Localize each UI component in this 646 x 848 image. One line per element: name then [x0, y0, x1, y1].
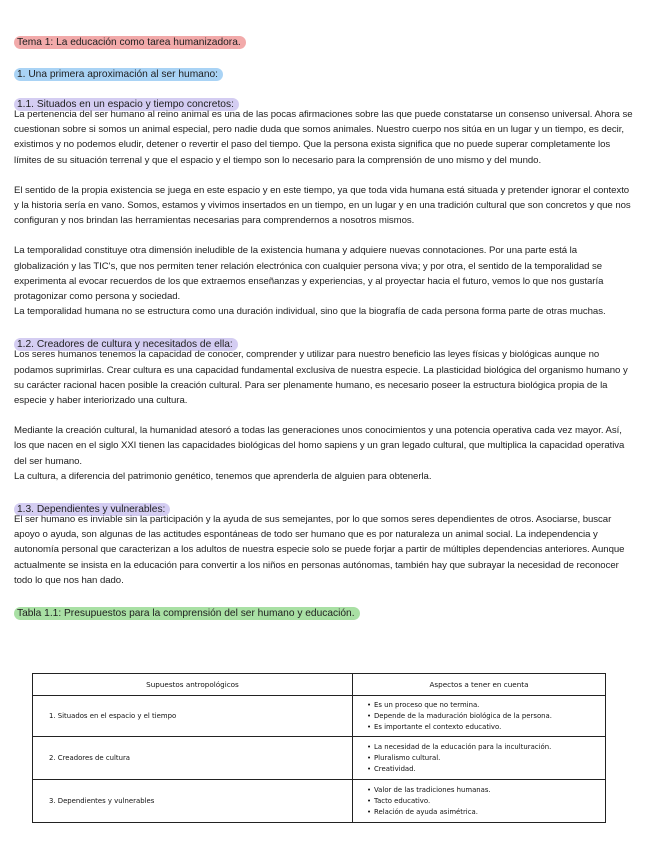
row-1-aspectos [353, 696, 606, 737]
table-header-row [33, 674, 606, 696]
list-item: • Relación de ayuda asimétrica. [367, 807, 601, 818]
section-1-1-paragraph-4: La temporalidad humana no se estructura como una duración individual, sino que la biografía de cada persona forma parte de otras muchas. [14, 306, 606, 318]
section-1-heading: 1. Una primera aproximación al ser humano: [14, 68, 223, 81]
section-1-2-paragraph-2: Mediante la creación cultural, la humanidad atesoró a todas las generaciones unos conocimientos y una potencia operativa cada vez mayor. Así, los que nacen en el siglo XXI tienen las capacidades biológicas del homo sapiens y un gran legado cultural, que multiplica la capacidad operativa del ser humano. [14, 425, 625, 467]
row-3-supuesto: 3. Dependientes y vulnerables [33, 780, 353, 823]
list-item: • Tacto educativo. [367, 796, 601, 807]
section-1-2-paragraph-3: La cultura, a diferencia del patrimonio genético, tenemos que aprenderla de alguien para obtenerla. [14, 470, 432, 482]
row-2-supuesto: 2. Creadores de cultura [33, 737, 353, 780]
list-item: • Pluralismo cultural. [367, 753, 601, 764]
section-1-3-heading: 1.3. Dependientes y vulnerables: [14, 503, 170, 516]
table-caption: Tabla 1.1: Presupuestos para la comprensión del ser humano y educación. [14, 607, 360, 620]
row-1-supuesto: 1. Situados en el espacio y el tiempo [33, 696, 353, 737]
section-1-1-paragraph-1: La pertenencia del ser humano al reino animal es una de las pocas afirmaciones sobre las que puede constatarse un consenso universal. Ahora se cuestionan sobre si somos un animal especial, pero nadie duda que somos animales. Nuestro cuerpo nos sitúa en un lugar y un tiempo, es decir, existimos y no podemos eludir, detener o revertir el paso del tiempo. Que la persona exista significa que no puede superar completamente los límites de su situación terrenal y que el espacio y el tiempo son lo necesario para la comprensión de uno mismo y del mundo. [14, 109, 633, 166]
row-3-aspectos [353, 780, 606, 823]
section-1-3-paragraph-1: El ser humano es inviable sin la participación y la ayuda de sus semejantes, por lo que somos seres dependientes de otros. Asociarse, buscar apoyo o ayuda, son algunas de las actitudes espontáneas de todo ser humano que es por naturaleza un animal social. La independencia y autonomía personal que caracterizan a los adultos de nuestra especie solo se puede forjar a partir de múltiples dependencias anteriores. Aunque actualmente se insista en la educación para convertir a los niños en personas autónomas, también hay que subrayar la necesidad de reconocer todo lo que nos han dado. [14, 514, 625, 586]
column-header-aspectos: Aspectos a tener en cuenta [353, 674, 606, 696]
section-1-2-paragraph-1: Los seres humanos tenemos la capacidad de conocer, comprender y utilizar para nuestro beneficio las leyes físicas y biológicas aunque no podamos suprimirlas. Crear cultura es una capacidad fundamental exclusiva de nuestra especie. La plasticidad biológica del organismo humano y su carácter racional hacen posible la creación cultural. Para ser plenamente humano, es necesario poseer la estructura biológica propia de la especie y haber interiorizado una cultura. [14, 349, 628, 407]
list-item: • Creatividad. [367, 764, 601, 775]
section-1-1-paragraph-3: La temporalidad constituye otra dimensión ineludible de la existencia humana y adquiere nuevas connotaciones. Por una parte está la globalización y las TIC's, que nos permiten tener relación electrónica con cualquier persona viva; y por otra, el sentido de la temporalidad se experimenta al evocar recuerdos de los que extraemos enseñanzas y experiencias, y al proyectar hacia el futuro, vemos lo que nos gustaría protagonizar como persona y sociedad. [14, 245, 604, 303]
table-row [33, 696, 606, 737]
section-1-2-heading: 1.2. Creadores de cultura y necesitados de ella: [14, 338, 238, 351]
list-item: • Depende de la maduración biológica de la persona. [367, 711, 601, 722]
list-item: • Es importante el contexto educativo. [367, 722, 601, 733]
row-2-aspectos [353, 737, 606, 780]
list-item: • Es un proceso que no termina. [367, 700, 601, 711]
column-header-supuestos: Supuestos antropológicos [33, 674, 353, 696]
section-1-1-heading: 1.1. Situados en un espacio y tiempo concretos: [14, 98, 239, 111]
list-item: • La necesidad de la educación para la inculturación. [367, 742, 601, 753]
presupuestos-table [32, 673, 606, 823]
document-page [14, 32, 634, 620]
tema-heading: Tema 1: La educación como tarea humanizadora. [14, 36, 246, 49]
list-item: • Valor de las tradiciones humanas. [367, 785, 601, 796]
table-row [33, 737, 606, 780]
table-row [33, 780, 606, 823]
section-1-1-paragraph-2: El sentido de la propia existencia se juega en este espacio y en este tiempo, ya que toda vida humana está situada y pretender ignorar el contexto y la historia sería en vano. Somos, estamos y vivimos insertados en un tiempo, en un lugar y en una tradición cultural que son concretos y que nos configuran y nos brindan las herramientas necesarias para comprendernos a nosotros mismos. [14, 184, 631, 227]
